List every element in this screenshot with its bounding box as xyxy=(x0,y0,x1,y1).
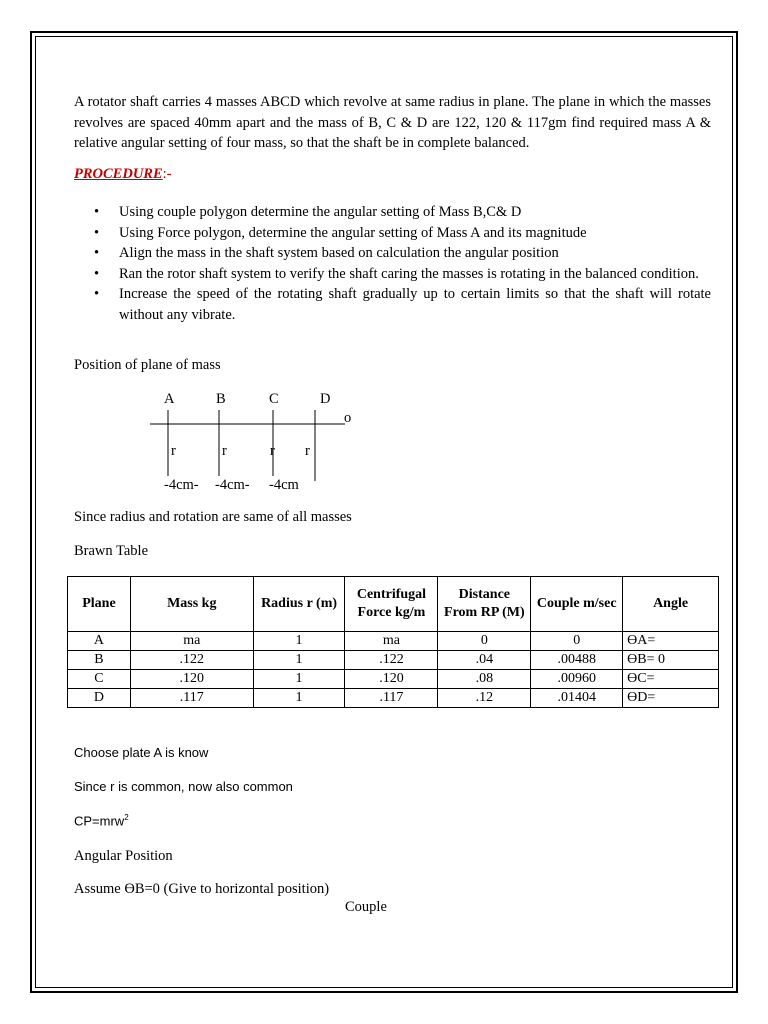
table-row xyxy=(68,651,719,670)
procedure-item xyxy=(74,223,711,244)
procedure-item xyxy=(74,284,711,325)
table-cell: .122 xyxy=(345,651,438,670)
procedure-heading-text: PROCEDURE xyxy=(74,166,163,182)
procedure-item xyxy=(74,202,711,223)
radius-label: r xyxy=(305,443,310,459)
column-header: Couple m/sec xyxy=(531,577,623,632)
position-title: Position of plane of mass xyxy=(74,357,221,373)
plane-label-a: A xyxy=(164,391,175,407)
procedure-item-text: Using Force polygon, determine the angular setting of Mass A and its magnitude xyxy=(119,224,587,241)
angular-position-heading: Angular Position xyxy=(74,848,173,864)
procedure-list xyxy=(74,202,711,325)
table-cell: .120 xyxy=(345,670,438,689)
table-cell: 0 xyxy=(438,632,531,651)
table-row xyxy=(68,689,719,708)
cp-formula xyxy=(74,813,129,828)
table-cell: B xyxy=(68,651,131,670)
table-cell: ϴD= xyxy=(623,689,719,708)
bullet-icon: • xyxy=(94,204,100,220)
table-cell: 1 xyxy=(253,632,345,651)
bullet-icon: • xyxy=(94,245,100,261)
table-cell: 0 xyxy=(531,632,623,651)
table-cell: C xyxy=(68,670,131,689)
column-header: Centrifugal Force kg/m xyxy=(345,577,438,632)
spacing-label: -4cm xyxy=(269,477,299,493)
origin-label: o xyxy=(344,410,352,426)
spacing-label: -4cm- xyxy=(215,477,250,493)
table-row xyxy=(68,632,719,651)
procedure-item-text: Ran the rotor shaft system to verify the shaft caring the masses is rotating in the balanced condition. xyxy=(119,265,699,282)
table-cell: 1 xyxy=(253,651,345,670)
column-header: Angle xyxy=(623,577,719,632)
column-header: Plane xyxy=(68,577,131,632)
table-cell: .122 xyxy=(130,651,253,670)
table-cell: ma xyxy=(345,632,438,651)
column-header: Mass kg xyxy=(130,577,253,632)
bullet-icon: • xyxy=(94,265,100,282)
table-cell: .117 xyxy=(345,689,438,708)
table-cell: ϴB= 0 xyxy=(623,651,719,670)
table-header-row xyxy=(68,577,719,632)
table-cell: 1 xyxy=(253,689,345,708)
table-cell: ϴC= xyxy=(623,670,719,689)
procedure-heading-suffix: :- xyxy=(162,166,172,182)
couple-label: Couple xyxy=(345,899,387,915)
table-cell: .00960 xyxy=(531,670,623,689)
procedure-item xyxy=(74,264,711,285)
table-title: Brawn Table xyxy=(74,543,149,559)
procedure-heading xyxy=(74,166,172,183)
column-header: Radius r (m) xyxy=(253,577,345,632)
bullet-icon: • xyxy=(94,224,100,241)
table-cell: ma xyxy=(130,632,253,651)
table-cell: .08 xyxy=(438,670,531,689)
procedure-item-text: Align the mass in the shaft system based on calculation the angular position xyxy=(119,245,559,261)
table-cell: .00488 xyxy=(531,651,623,670)
procedure-item-text: Increase the speed of the rotating shaft gradually up to certain limits so that the shaft will rotate without any vibrate. xyxy=(119,286,711,323)
table-cell: .04 xyxy=(438,651,531,670)
brawn-table xyxy=(67,576,719,708)
note-common: Since r is common, now also common xyxy=(74,779,293,794)
note-choose: Choose plate A is know xyxy=(74,745,209,760)
mass-plane-diagram xyxy=(140,388,370,498)
table-cell: 1 xyxy=(253,670,345,689)
radius-note: Since radius and rotation are same of all masses xyxy=(74,509,352,525)
radius-label: r xyxy=(222,443,227,459)
radius-label: r xyxy=(270,443,275,459)
bullet-icon: • xyxy=(94,286,100,302)
assume-note: Assume ϴB=0 (Give to horizontal position) xyxy=(74,881,330,897)
table-cell: D xyxy=(68,689,131,708)
radius-label: r xyxy=(171,443,176,459)
procedure-item xyxy=(74,243,711,264)
table-row xyxy=(68,670,719,689)
cp-formula-exponent: 2 xyxy=(124,813,129,822)
intro-paragraph: A rotator shaft carries 4 masses ABCD which revolve at same radius in plane. The plane in which the masses revolves are spaced 40mm apart and the mass of B, C & D are 122, 120 & 117gm find required mass A & relative angular setting of four mass, so that the shaft be in complete balanced. xyxy=(74,94,711,151)
table-cell: .120 xyxy=(130,670,253,689)
spacing-label: -4cm- xyxy=(164,477,199,493)
procedure-item-text: Using couple polygon determine the angular setting of Mass B,C& D xyxy=(119,204,522,220)
table-cell: ϴA= xyxy=(623,632,719,651)
plane-label-c: C xyxy=(269,391,279,407)
table-cell: A xyxy=(68,632,131,651)
table-cell: .12 xyxy=(438,689,531,708)
plane-label-b: B xyxy=(216,391,226,407)
column-header: Distance From RP (M) xyxy=(438,577,531,632)
plane-label-d: D xyxy=(320,391,331,407)
table-cell: .01404 xyxy=(531,689,623,708)
cp-formula-text: CP=mrw xyxy=(74,813,125,829)
table-cell: .117 xyxy=(130,689,253,708)
